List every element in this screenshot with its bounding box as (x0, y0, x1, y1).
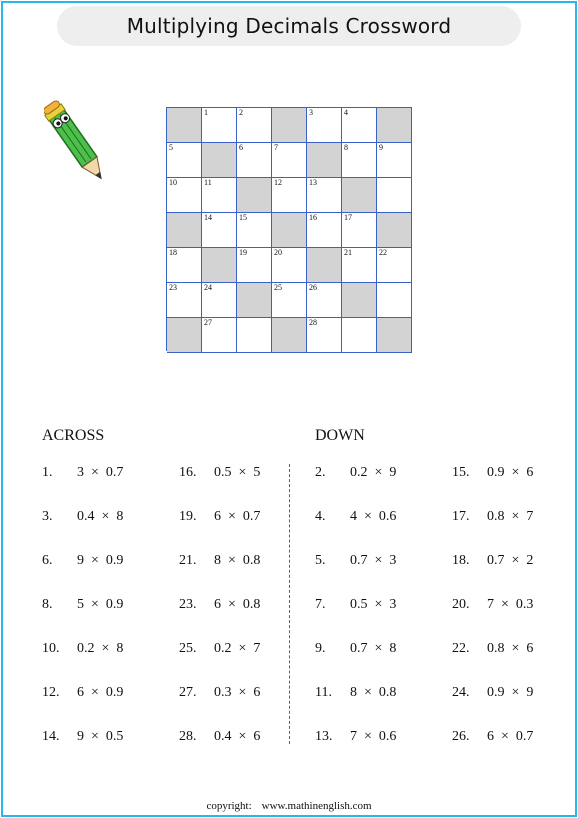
crossword-cell[interactable] (167, 283, 202, 318)
crossword-cell[interactable] (377, 248, 412, 283)
crossword-blocked-cell (202, 248, 237, 283)
cell-number: 4 (344, 108, 348, 117)
clue-expression: 9 × 0.9 (77, 553, 124, 568)
clue-number: 8. (42, 597, 53, 612)
clue-expression: 3 × 0.7 (77, 465, 124, 480)
clue-expression: 8 × 0.8 (214, 553, 261, 568)
column-divider (289, 464, 290, 744)
crossword-blocked-cell (307, 248, 342, 283)
cell-number: 22 (379, 248, 387, 257)
crossword-blocked-cell (272, 108, 307, 143)
clue-number: 18. (452, 553, 470, 568)
clue-expression: 0.9 × 9 (487, 685, 534, 700)
clue-expression: 0.9 × 6 (487, 465, 534, 480)
crossword-blocked-cell (342, 283, 377, 318)
clue-number: 5. (315, 553, 326, 568)
clue-number: 14. (42, 729, 60, 744)
clue-expression: 6 × 0.7 (487, 729, 534, 744)
clue-expression: 0.3 × 6 (214, 685, 261, 700)
copyright-site: www.mathinenglish.com (261, 800, 372, 812)
cell-number: 24 (204, 283, 212, 292)
crossword-cell[interactable] (167, 248, 202, 283)
crossword-cell[interactable] (167, 178, 202, 213)
clue-number: 7. (315, 597, 326, 612)
clue-expression: 0.8 × 7 (487, 509, 534, 524)
cell-number: 27 (204, 318, 212, 327)
clue-expression: 6 × 0.7 (214, 509, 261, 524)
crossword-cell[interactable] (377, 178, 412, 213)
cell-number: 21 (344, 248, 352, 257)
clue-number: 6. (42, 553, 53, 568)
crossword-grid (166, 107, 412, 351)
clue-expression: 0.8 × 6 (487, 641, 534, 656)
clue-number: 26. (452, 729, 470, 744)
crossword-blocked-cell (272, 213, 307, 248)
cell-number: 1 (204, 108, 208, 117)
clue-number: 4. (315, 509, 326, 524)
clue-expression: 0.5 × 5 (214, 465, 261, 480)
clue-expression: 5 × 0.9 (77, 597, 124, 612)
clue-number: 17. (452, 509, 470, 524)
crossword-blocked-cell (167, 213, 202, 248)
clue-number: 25. (179, 641, 197, 656)
clue-number: 15. (452, 465, 470, 480)
cell-number: 6 (239, 143, 243, 152)
clue-number: 20. (452, 597, 470, 612)
crossword-cell[interactable] (377, 143, 412, 178)
crossword-blocked-cell (202, 143, 237, 178)
crossword-cell[interactable] (272, 283, 307, 318)
clue-number: 2. (315, 465, 326, 480)
crossword-cell[interactable] (237, 143, 272, 178)
clue-expression: 0.7 × 8 (350, 641, 397, 656)
clue-expression: 6 × 0.9 (77, 685, 124, 700)
clue-number: 9. (315, 641, 326, 656)
crossword-cell[interactable] (342, 318, 377, 353)
cell-number: 11 (204, 178, 212, 187)
crossword-blocked-cell (167, 318, 202, 353)
footer (0, 800, 578, 812)
clue-number: 10. (42, 641, 60, 656)
crossword-cell[interactable] (202, 318, 237, 353)
clue-number: 11. (315, 685, 332, 700)
cell-number: 12 (274, 178, 282, 187)
clue-number: 23. (179, 597, 197, 612)
cell-number: 15 (239, 213, 247, 222)
clue-expression: 0.7 × 2 (487, 553, 534, 568)
clue-number: 28. (179, 729, 197, 744)
crossword-cell[interactable] (202, 213, 237, 248)
across-heading: ACROSS (42, 427, 105, 444)
crossword-blocked-cell (342, 178, 377, 213)
crossword-cell[interactable] (307, 283, 342, 318)
crossword-cell[interactable] (237, 108, 272, 143)
cell-number: 28 (309, 318, 317, 327)
crossword-cell[interactable] (202, 283, 237, 318)
clue-number: 13. (315, 729, 333, 744)
title-banner (57, 6, 521, 46)
crossword-blocked-cell (272, 318, 307, 353)
cell-number: 16 (309, 213, 317, 222)
cell-number: 2 (239, 108, 243, 117)
clue-number: 22. (452, 641, 470, 656)
crossword-cell[interactable] (237, 318, 272, 353)
crossword-blocked-cell (377, 108, 412, 143)
clue-expression: 6 × 0.8 (214, 597, 261, 612)
clue-number: 16. (179, 465, 197, 480)
crossword-cell[interactable] (272, 178, 307, 213)
cell-number: 19 (239, 248, 247, 257)
crossword-cell[interactable] (237, 248, 272, 283)
cell-number: 14 (204, 213, 212, 222)
crossword-cell[interactable] (202, 108, 237, 143)
clue-expression: 7 × 0.3 (487, 597, 534, 612)
crossword-cell[interactable] (307, 178, 342, 213)
clue-number: 19. (179, 509, 197, 524)
clue-expression: 4 × 0.6 (350, 509, 397, 524)
clue-expression: 0.4 × 6 (214, 729, 261, 744)
clue-number: 3. (42, 509, 53, 524)
cell-number: 18 (169, 248, 177, 257)
crossword-blocked-cell (167, 108, 202, 143)
cell-number: 23 (169, 283, 177, 292)
clue-expression: 0.4 × 8 (77, 509, 124, 524)
crossword-cell[interactable] (377, 283, 412, 318)
crossword-blocked-cell (237, 178, 272, 213)
crossword-cell[interactable] (167, 143, 202, 178)
crossword-blocked-cell (377, 213, 412, 248)
crossword-cell[interactable] (272, 248, 307, 283)
crossword-cell[interactable] (342, 143, 377, 178)
crossword-cell[interactable] (342, 213, 377, 248)
clue-expression: 0.2 × 8 (77, 641, 124, 656)
cell-number: 25 (274, 283, 282, 292)
cell-number: 20 (274, 248, 282, 257)
crossword-cell[interactable] (342, 248, 377, 283)
clue-expression: 7 × 0.6 (350, 729, 397, 744)
cell-number: 7 (274, 143, 278, 152)
crossword-cell[interactable] (307, 213, 342, 248)
clue-expression: 9 × 0.5 (77, 729, 124, 744)
clue-expression: 0.5 × 3 (350, 597, 397, 612)
crossword-blocked-cell (307, 143, 342, 178)
cell-number: 17 (344, 213, 352, 222)
cell-number: 8 (344, 143, 348, 152)
down-heading: DOWN (315, 427, 365, 444)
crossword-blocked-cell (377, 318, 412, 353)
clue-expression: 0.7 × 3 (350, 553, 397, 568)
clue-expression: 8 × 0.8 (350, 685, 397, 700)
copyright-label: copyright: (206, 800, 252, 812)
crossword-cell[interactable] (237, 213, 272, 248)
clue-number: 27. (179, 685, 197, 700)
cell-number: 13 (309, 178, 317, 187)
clue-number: 21. (179, 553, 197, 568)
crossword-cell[interactable] (272, 143, 307, 178)
cell-number: 3 (309, 108, 313, 117)
crossword-cell[interactable] (342, 108, 377, 143)
crossword-cell[interactable] (307, 318, 342, 353)
crossword-cell[interactable] (202, 178, 237, 213)
cell-number: 26 (309, 283, 317, 292)
crossword-blocked-cell (237, 283, 272, 318)
clue-expression: 0.2 × 9 (350, 465, 397, 480)
clue-number: 24. (452, 685, 470, 700)
pencil-mascot-icon (44, 94, 110, 194)
clue-expression: 0.2 × 7 (214, 641, 261, 656)
clue-number: 12. (42, 685, 60, 700)
cell-number: 10 (169, 178, 177, 187)
page-title: Multiplying Decimals Crossword (126, 14, 452, 38)
clue-number: 1. (42, 465, 53, 480)
cell-number: 9 (379, 143, 383, 152)
crossword-cell[interactable] (307, 108, 342, 143)
cell-number: 5 (169, 143, 173, 152)
